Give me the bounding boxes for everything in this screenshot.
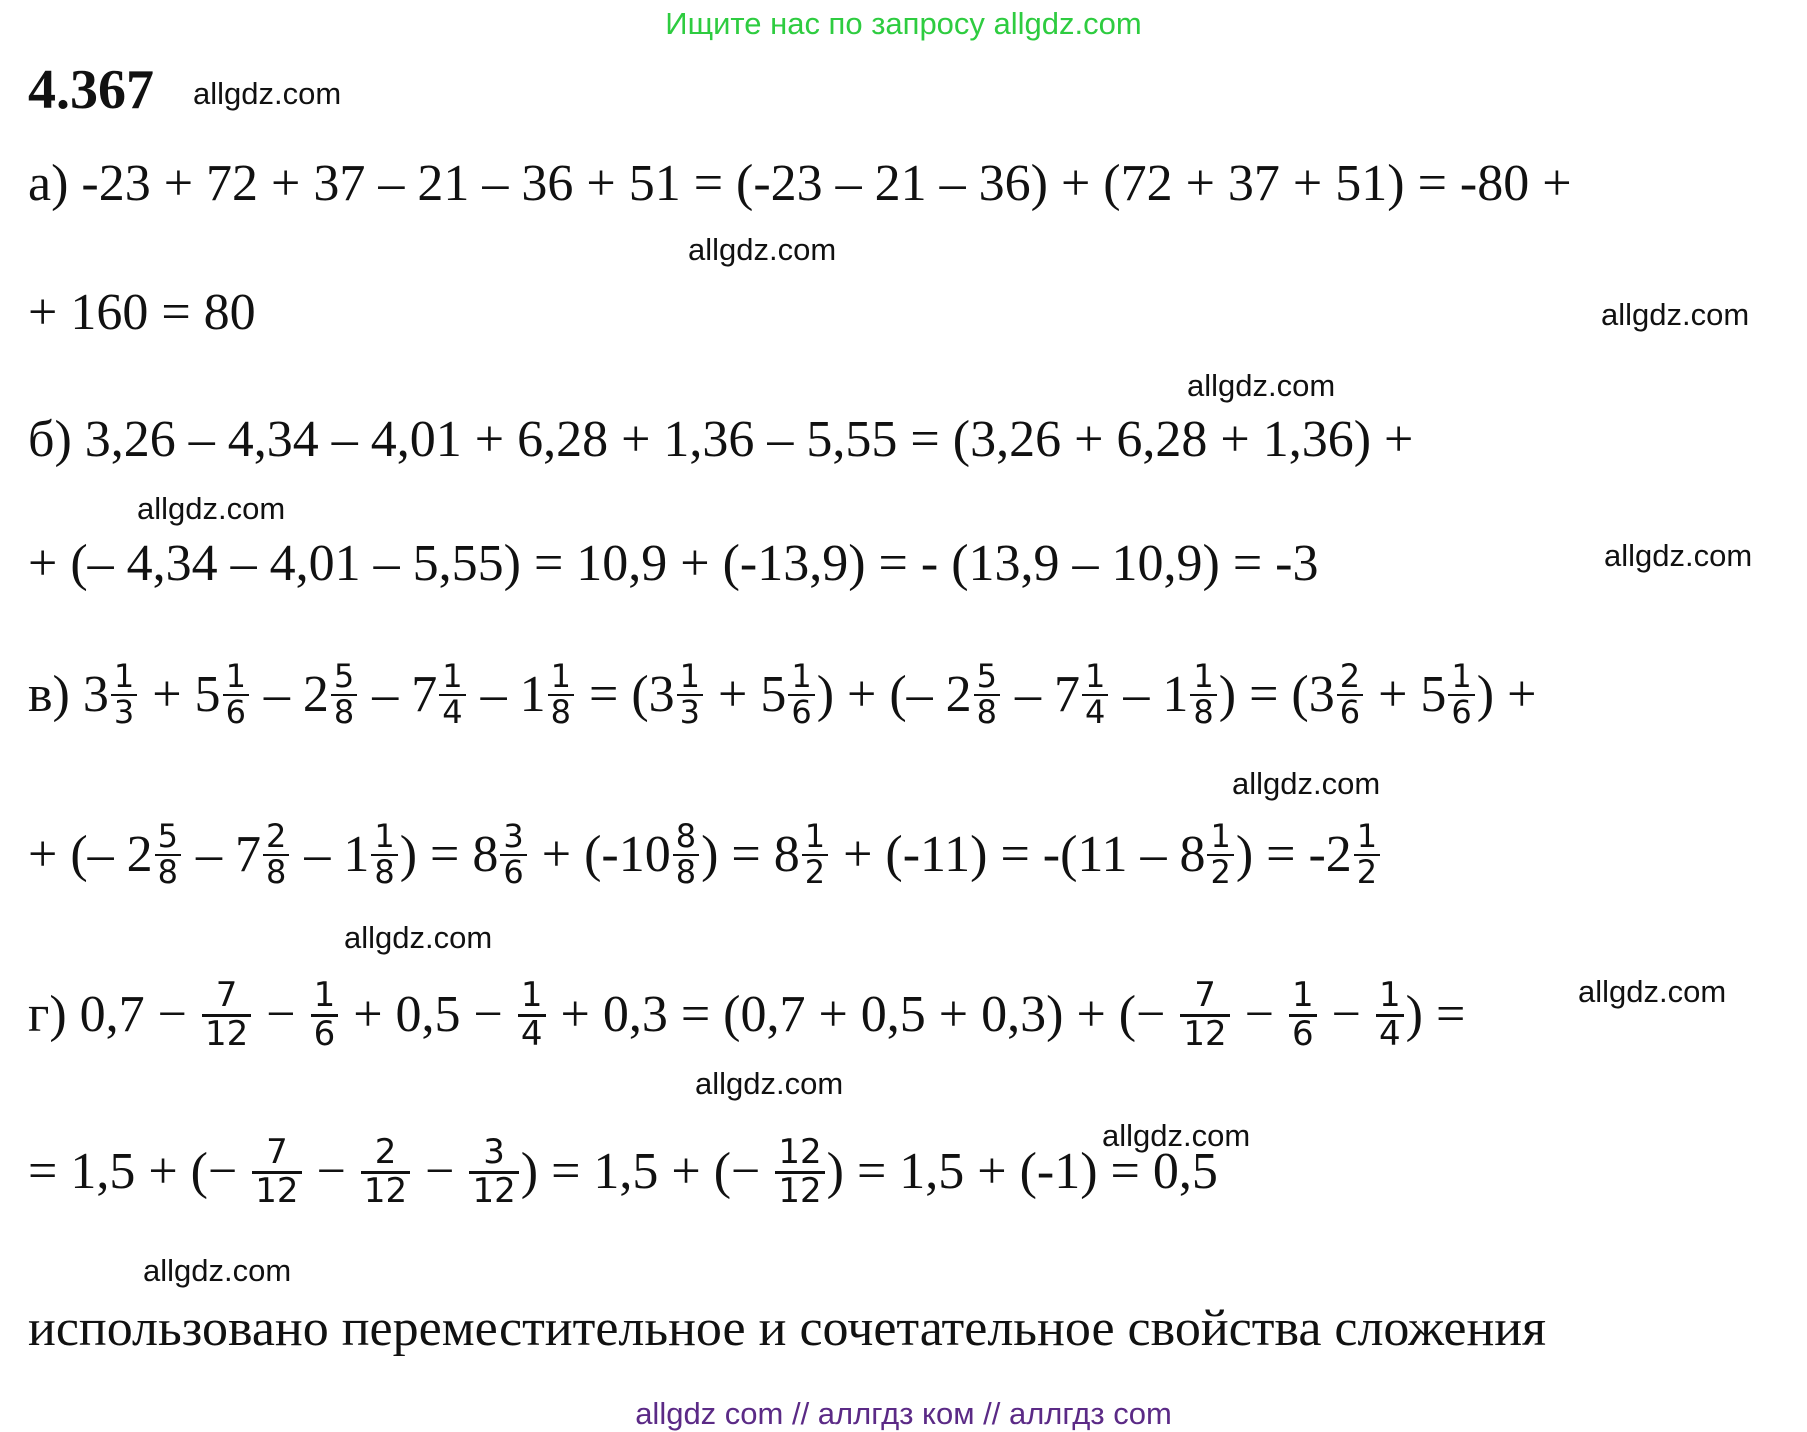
fraction: $\frac{8}{8}$ bbox=[673, 820, 699, 889]
text-segment: + 5 bbox=[1365, 665, 1447, 723]
text-segment: – 1 bbox=[1110, 665, 1189, 723]
fraction: $\frac{3}{12}$ bbox=[469, 1135, 518, 1209]
text-segment: – 7 bbox=[183, 825, 262, 883]
fraction: $\frac{5}{8}$ bbox=[331, 660, 357, 729]
watermark: allgdz.com bbox=[1187, 368, 1336, 403]
text-segment: в) 3 bbox=[28, 665, 109, 723]
watermark: allgdz.com bbox=[1232, 766, 1381, 801]
fraction: $\frac{7}{12}$ bbox=[252, 1135, 301, 1209]
text-segment: ) = -2 bbox=[1235, 825, 1352, 883]
text-segment: ) + bbox=[1476, 665, 1537, 723]
line-g-2 bbox=[28, 1132, 1218, 1211]
text-segment: = 1,5 + (− bbox=[28, 1143, 251, 1201]
text-segment: ) = 1,5 + (-1) = 0,5 bbox=[826, 1143, 1218, 1201]
text-segment: – 1 bbox=[467, 665, 546, 723]
fraction: $\frac{1}{3}$ bbox=[677, 660, 703, 729]
fraction: $\frac{1}{2}$ bbox=[1207, 820, 1233, 889]
task-number: 4.367 bbox=[28, 59, 154, 121]
watermark: allgdz.com bbox=[1601, 297, 1750, 332]
text-segment: + (-10 bbox=[528, 825, 671, 883]
text-segment: − bbox=[253, 986, 309, 1044]
line-v-1 bbox=[28, 657, 1537, 731]
text-segment: – 7 bbox=[359, 665, 438, 723]
watermark: allgdz.com bbox=[695, 1066, 844, 1101]
fraction: $\frac{5}{8}$ bbox=[155, 820, 181, 889]
text-segment: − bbox=[1318, 986, 1374, 1044]
text-segment: − bbox=[1231, 986, 1288, 1044]
fraction: $\frac{1}{4}$ bbox=[518, 978, 546, 1052]
fraction: $\frac{2}{8}$ bbox=[263, 820, 289, 889]
fraction: $\frac{1}{6}$ bbox=[1448, 660, 1474, 729]
conclusion: использовано переместительное и сочетательное свойства сложения bbox=[28, 1300, 1547, 1357]
line-a-2: + 160 = 80 bbox=[28, 284, 256, 341]
text-segment: − bbox=[303, 1143, 359, 1201]
fraction: $\frac{1}{6}$ bbox=[311, 978, 339, 1052]
fraction: $\frac{5}{8}$ bbox=[974, 660, 1000, 729]
text-segment: – 1 bbox=[291, 825, 370, 883]
text-segment: ) + (– 2 bbox=[816, 665, 972, 723]
fraction: $\frac{1}{2}$ bbox=[1354, 820, 1380, 889]
watermark: allgdz.com bbox=[1102, 1118, 1251, 1153]
text-segment: ) = (3 bbox=[1218, 665, 1335, 723]
line-v-2 bbox=[28, 817, 1382, 891]
text-segment: + 5 bbox=[139, 665, 221, 723]
text-segment: + (-11) = -(11 – 8 bbox=[830, 825, 1206, 883]
line-a-1: а) -23 + 72 + 37 – 21 – 36 + 51 = (-23 – 21 – 36) + (72 + 37 + 51) = -80 + bbox=[28, 155, 1572, 212]
fraction: $\frac{1}{4}$ bbox=[1376, 978, 1404, 1052]
watermark: allgdz.com bbox=[1578, 974, 1727, 1009]
text-segment: ) = 1,5 + (− bbox=[520, 1143, 774, 1201]
fraction: $\frac{1}{2}$ bbox=[802, 820, 828, 889]
fraction: $\frac{1}{8}$ bbox=[548, 660, 574, 729]
fraction: $\frac{3}{6}$ bbox=[500, 820, 526, 889]
text-segment: – 7 bbox=[1002, 665, 1081, 723]
watermark: allgdz.com bbox=[688, 232, 837, 267]
fraction: $\frac{12}{12}$ bbox=[775, 1135, 824, 1209]
watermark: allgdz.com bbox=[143, 1253, 292, 1288]
fraction: $\frac{1}{3}$ bbox=[111, 660, 137, 729]
fraction: $\frac{1}{4}$ bbox=[1082, 660, 1108, 729]
watermark: allgdz.com bbox=[137, 491, 286, 526]
text-segment: + (– 2 bbox=[28, 825, 153, 883]
text-segment: – 2 bbox=[250, 665, 329, 723]
text-segment: ) = 8 bbox=[701, 825, 800, 883]
watermark: allgdz.com bbox=[344, 920, 493, 955]
watermark: allgdz.com bbox=[193, 76, 342, 111]
line-b-2: + (– 4,34 – 4,01 – 5,55) = 10,9 + (-13,9) = - (13,9 – 10,9) = -3 bbox=[28, 535, 1319, 592]
fraction: $\frac{1}{6}$ bbox=[223, 660, 249, 729]
line-b-1: б) 3,26 – 4,34 – 4,01 + 6,28 + 1,36 – 5,55 = (3,26 + 6,28 + 1,36) + bbox=[28, 411, 1414, 468]
text-segment: + 0,3 = (0,7 + 0,5 + 0,3) + (− bbox=[547, 986, 1179, 1044]
text-segment: ) = bbox=[1405, 986, 1466, 1044]
fraction: $\frac{7}{12}$ bbox=[1180, 978, 1229, 1052]
fraction: $\frac{1}{8}$ bbox=[1190, 660, 1216, 729]
top-banner[interactable]: Ищите нас по запросу allgdz.com bbox=[665, 6, 1142, 41]
text-segment: г) 0,7 − bbox=[28, 986, 200, 1044]
text-segment: = (3 bbox=[576, 665, 675, 723]
fraction: $\frac{1}{8}$ bbox=[371, 820, 397, 889]
footer-banner[interactable]: allgdz com // аллгдз ком // аллгдз com bbox=[635, 1396, 1172, 1431]
text-segment: + 0,5 − bbox=[340, 986, 516, 1044]
fraction: $\frac{1}{6}$ bbox=[1289, 978, 1317, 1052]
fraction: $\frac{7}{12}$ bbox=[202, 978, 251, 1052]
line-g-1 bbox=[28, 975, 1466, 1054]
text-segment: + 5 bbox=[705, 665, 787, 723]
fraction: $\frac{2}{12}$ bbox=[361, 1135, 410, 1209]
watermark: allgdz.com bbox=[1604, 538, 1753, 573]
fraction: $\frac{1}{4}$ bbox=[439, 660, 465, 729]
text-segment: ) = 8 bbox=[399, 825, 499, 883]
fraction: $\frac{2}{6}$ bbox=[1337, 660, 1363, 729]
fraction: $\frac{1}{6}$ bbox=[788, 660, 814, 729]
text-segment: − bbox=[412, 1143, 468, 1201]
